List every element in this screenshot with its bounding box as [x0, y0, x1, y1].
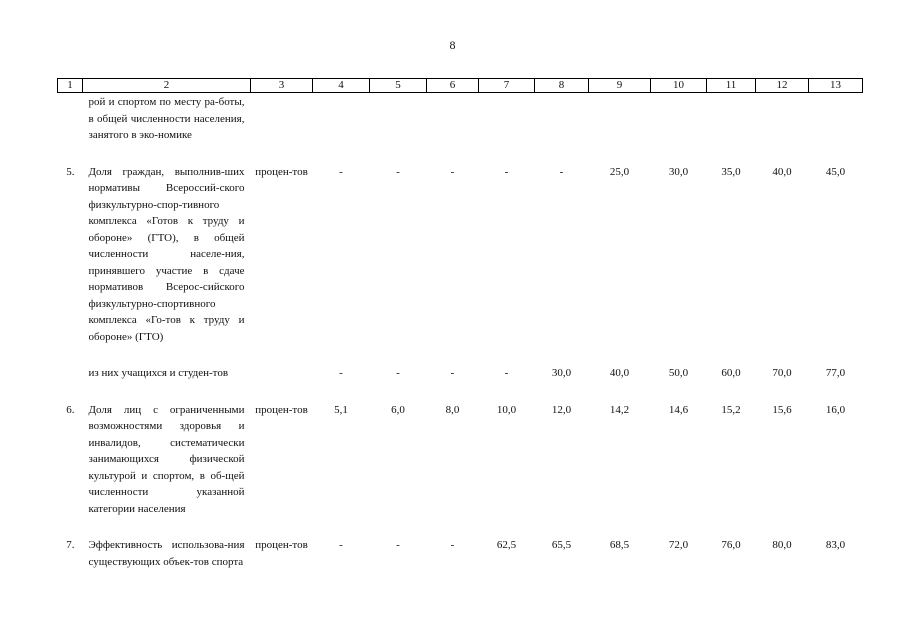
- value-cell: -: [504, 367, 509, 379]
- header-cell: 5: [370, 79, 427, 93]
- header-cell: 13: [809, 79, 863, 93]
- value-cell: 40,0: [609, 367, 630, 379]
- value-cell: 6,0: [391, 403, 405, 416]
- value-cell: 60,0: [721, 367, 741, 379]
- indicators-table: [57, 78, 863, 570]
- header-cell: 8: [535, 79, 589, 93]
- value-cell: [370, 93, 427, 144]
- unit-cell: процен-тов: [255, 539, 308, 551]
- unit-cell: [251, 93, 313, 144]
- value-cell: [707, 93, 756, 144]
- value-cell: 45,0: [825, 165, 846, 178]
- value-cell: [535, 93, 589, 144]
- indicators-table-container: [57, 78, 863, 570]
- header-cell: 7: [479, 79, 535, 93]
- value-cell: 80,0: [772, 539, 792, 551]
- header-cell: 3: [251, 79, 313, 93]
- value-cell: [589, 93, 651, 144]
- indicator-name: Эффективность использова-ния существующих объек-тов спорта: [88, 539, 245, 568]
- value-cell: 12,0: [551, 403, 572, 416]
- value-cell: 65,5: [551, 539, 572, 551]
- row-number: [58, 93, 83, 144]
- value-cell: -: [559, 165, 564, 178]
- value-cell: 8,0: [445, 403, 460, 416]
- value-cell: -: [450, 539, 455, 551]
- value-cell: -: [396, 539, 400, 551]
- value-cell: 70,0: [772, 367, 792, 379]
- value-cell: 40,0: [772, 165, 792, 178]
- value-cell: [479, 93, 535, 144]
- value-cell: 30,0: [668, 165, 689, 178]
- unit-cell: [251, 345, 313, 382]
- header-cell: 10: [651, 79, 707, 93]
- value-cell: [756, 93, 809, 144]
- header-cell: 4: [313, 79, 370, 93]
- page-number: 8: [449, 38, 456, 52]
- indicator-name: Доля граждан, выполнив-ших нормативы Всероссий-ского физкультурно-спор-тивного комплекса «Готов к труду и обороне» (ГТО), в общей численности населе-ния, принявшего участие в сдаче нормативов Всерос-сийского физкультурно-спортивного комплекса «Го-тов к труду и обороне» (ГТО): [88, 165, 245, 343]
- header-cell: 6: [427, 79, 479, 93]
- value-cell: 14,6: [668, 403, 689, 416]
- value-cell: -: [339, 165, 343, 178]
- value-cell: [809, 93, 863, 144]
- value-cell: 50,0: [668, 367, 689, 379]
- value-cell: -: [339, 539, 343, 551]
- table-row: [58, 382, 863, 518]
- row-number: [58, 345, 83, 382]
- value-cell: 68,5: [609, 539, 630, 551]
- indicator-name: рой и спортом по месту ра-боты, в общей численности населения, занятого в эко-номике: [88, 96, 245, 141]
- unit-cell: процен-тов: [255, 165, 308, 178]
- value-cell: 15,2: [721, 403, 741, 416]
- unit-cell: процен-тов: [255, 403, 308, 416]
- value-cell: 77,0: [825, 367, 846, 379]
- value-cell: 5,1: [334, 403, 348, 416]
- indicator-name: Доля лиц с ограниченными возможностями здоровья и инвалидов, систематически занимающихся физической культурой и спортом, в об-щей численности указанной категории населения: [88, 403, 245, 515]
- header-cell: 2: [83, 79, 251, 93]
- value-cell: 25,0: [609, 165, 630, 178]
- header-row: [58, 79, 863, 93]
- value-cell: -: [450, 367, 455, 379]
- table-row: [58, 93, 863, 144]
- value-cell: 72,0: [668, 539, 689, 551]
- value-cell: [427, 93, 479, 144]
- row-number: 7.: [66, 539, 75, 551]
- value-cell: -: [504, 165, 509, 178]
- value-cell: -: [339, 367, 343, 379]
- row-number: 5.: [66, 165, 75, 178]
- value-cell: 30,0: [551, 367, 572, 379]
- value-cell: 83,0: [825, 539, 846, 551]
- value-cell: -: [396, 165, 400, 178]
- value-cell: 14,2: [609, 403, 630, 416]
- indicator-name: из них учащихся и студен-тов: [88, 367, 229, 379]
- value-cell: 62,5: [496, 539, 517, 551]
- value-cell: 15,6: [772, 403, 792, 416]
- value-cell: -: [450, 165, 455, 178]
- value-cell: -: [396, 367, 400, 379]
- header-cell: 12: [756, 79, 809, 93]
- value-cell: 16,0: [825, 403, 846, 416]
- value-cell: [651, 93, 707, 144]
- value-cell: [313, 93, 370, 144]
- value-cell: 76,0: [721, 539, 741, 551]
- table-row: [58, 345, 863, 382]
- header-cell: 11: [707, 79, 756, 93]
- table-row: [58, 144, 863, 346]
- header-cell: 1: [58, 79, 83, 93]
- table-row: [58, 517, 863, 570]
- value-cell: 10,0: [496, 403, 517, 416]
- header-cell: 9: [589, 79, 651, 93]
- row-number: 6.: [66, 403, 75, 416]
- value-cell: 35,0: [721, 165, 741, 178]
